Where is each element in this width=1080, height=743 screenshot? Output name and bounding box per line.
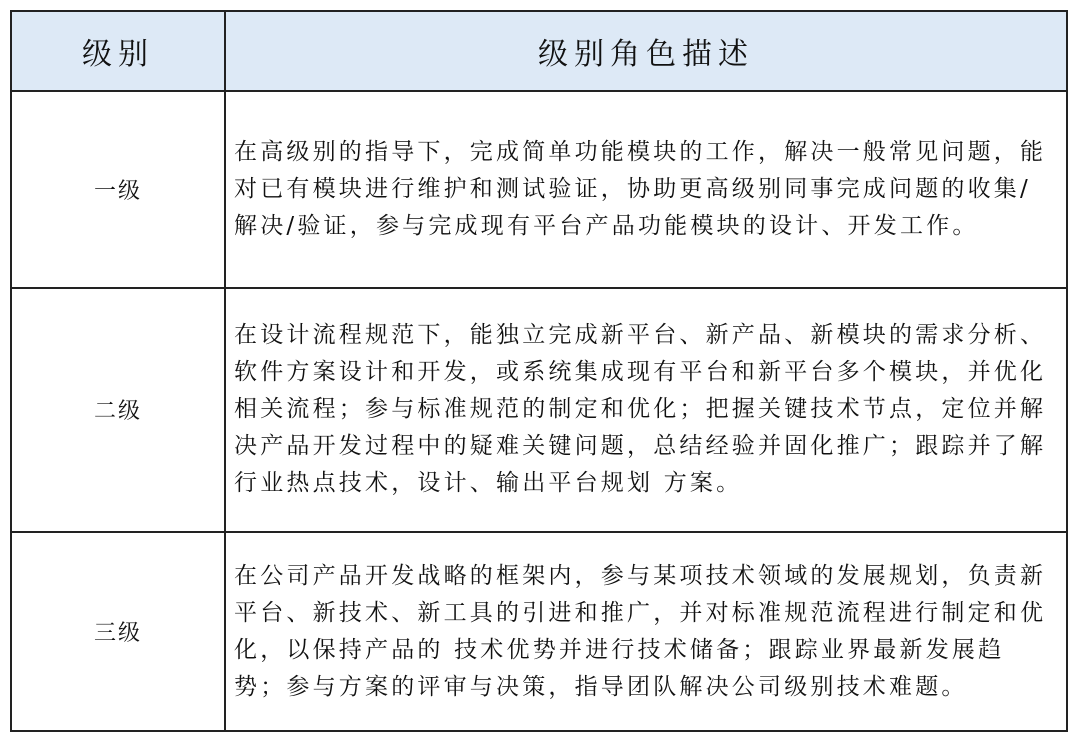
- level-description-table: [10, 10, 1068, 732]
- table-row: [11, 288, 1067, 533]
- level-cell-2: 二级: [11, 288, 225, 533]
- description-cell-1: 在高级别的指导下，完成简单功能模块的工作，解决一般常见问题，能对已有模块进行维护和测试验证，协助更高级别同事完成问题的收集/解决/验证，参与完成现有平台产品功能模块的设计、开发工作。: [225, 91, 1067, 288]
- header-description: 级别角色描述: [225, 11, 1067, 91]
- table-row: [11, 91, 1067, 288]
- table-row: [11, 532, 1067, 731]
- description-cell-2: 在设计流程规范下，能独立完成新平台、新产品、新模块的需求分析、软件方案设计和开发，或系统集成现有平台和新平台多个模块，并优化相关流程；参与标准规范的制定和优化；把握关键技术节点，定位并解决产品开发过程中的疑难关键问题，总结经验并固化推广；跟踪并了解行业热点技术，设计、输出平台规划 方案。: [225, 288, 1067, 533]
- description-cell-3: 在公司产品开发战略的框架内，参与某项技术领域的发展规划，负责新平台、新技术、新工具的引进和推广，并对标准规范流程进行制定和优化，以保持产品的 技术优势并进行技术储备；跟踪业界最新发展趋势；参与方案的评审与决策，指导团队解决公司级别技术难题。: [225, 532, 1067, 731]
- level-cell-3: 三级: [11, 532, 225, 731]
- header-level: 级别: [11, 11, 225, 91]
- table-header-row: [11, 11, 1067, 91]
- level-cell-1: 一级: [11, 91, 225, 288]
